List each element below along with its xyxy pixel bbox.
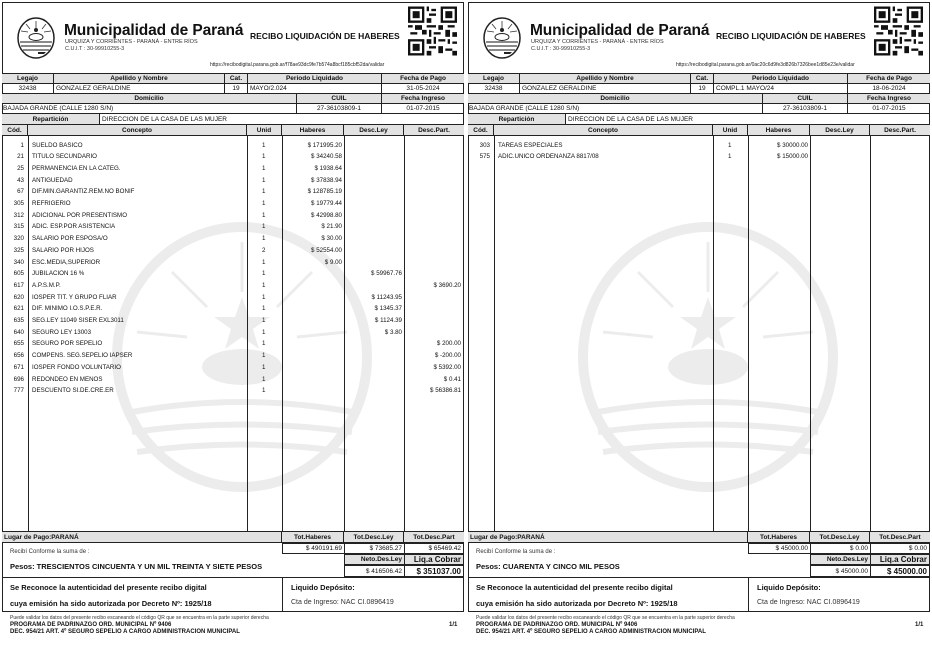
item-concepto: SEGURO LEY 13003 xyxy=(32,328,92,336)
legajo-label: Legajo xyxy=(468,74,520,83)
item-haberes: $ 42998.80 xyxy=(311,211,342,219)
item-concepto: JUBILACION 16 % xyxy=(32,270,85,278)
item-haberes: $ 37838.94 xyxy=(311,176,342,184)
neto-label: Neto.Des.Ley xyxy=(344,554,405,565)
item-unid: 1 xyxy=(262,293,266,301)
programa-text: PROGRAMA DE PADRINAZGO ORD. MUNICIPAL Nº 9406 xyxy=(476,622,638,628)
table-row xyxy=(2,221,464,233)
item-desc-part: $ 5392.00 xyxy=(433,363,461,371)
tot-haberes-label: Tot.Haberes xyxy=(282,532,344,542)
col-unid: Unid xyxy=(247,125,282,135)
item-unid: 1 xyxy=(262,387,266,395)
item-unid: 1 xyxy=(262,200,266,207)
qr-code-icon[interactable] xyxy=(408,5,457,57)
item-unid: 1 xyxy=(262,211,266,219)
fecha-pago-value: 31-05-2024 xyxy=(406,85,440,92)
item-cod: 575 xyxy=(479,153,490,161)
neto-value: $ 416506.42 xyxy=(344,565,405,577)
org-cuit: C.U.I.T : 30-99910255-3 xyxy=(65,46,125,52)
col-desc-ley: Desc.Ley xyxy=(344,125,404,135)
item-cod: 1 xyxy=(20,141,24,149)
table-row xyxy=(2,244,464,256)
item-unid: 1 xyxy=(262,281,266,289)
item-desc-part: $ 0.41 xyxy=(443,375,461,383)
item-unid: 2 xyxy=(262,246,266,254)
item-unid: 1 xyxy=(262,258,266,266)
reparticion-value: DIRECCION DE LA CASA DE LAS MUJER xyxy=(568,115,693,123)
auth-line-1: Se Reconoce la autenticidad del presente recibo digital xyxy=(476,583,673,592)
cuil-value: 27-36103809-1 xyxy=(297,104,382,113)
item-concepto: SEG.LEY 11049 SISER EXL3011 xyxy=(32,317,124,324)
nombre-value: GONZALEZ GERALDINE xyxy=(520,84,691,93)
table-row xyxy=(2,198,464,210)
fecha-ingreso-value: 01-07-2015 xyxy=(872,105,906,112)
item-cod: 617 xyxy=(13,281,24,289)
item-haberes: $ 128785.19 xyxy=(307,188,342,196)
item-cod: 320 xyxy=(13,235,24,243)
item-cod: 25 xyxy=(17,164,24,172)
item-desc-ley: $ 11243.95 xyxy=(371,293,402,301)
item-haberes: $ 1938.64 xyxy=(314,164,342,172)
auth-line-2: cuya emisión ha sido autorizada por Decreto Nº: 1925/18 xyxy=(10,599,212,608)
auth-line-1: Se Reconoce la autenticidad del presente recibo digital xyxy=(10,583,207,592)
item-cod: 43 xyxy=(17,176,24,184)
cat-label: Cat. xyxy=(691,74,714,83)
items-table xyxy=(2,136,464,532)
receipt-header xyxy=(2,2,464,74)
item-haberes: $ 15000.00 xyxy=(777,153,808,161)
neto-value: $ 45000.00 xyxy=(810,565,871,577)
address-value-row xyxy=(2,104,464,114)
fecha-pago-label: Fecha de Pago xyxy=(382,74,464,83)
table-row xyxy=(2,315,464,327)
periodo-label: Periodo Liquidado xyxy=(714,74,848,83)
org-name: Municipalidad de Paraná xyxy=(530,22,710,39)
totals-header-row xyxy=(2,532,464,543)
col-haberes: Haberes xyxy=(282,125,344,135)
table-row xyxy=(2,350,464,362)
periodo-value: MAYO/2.024 xyxy=(248,84,382,93)
col-desc-part: Desc.Part. xyxy=(870,125,930,135)
item-concepto: PERMANENCIA EN LA CATEG. xyxy=(32,164,121,172)
item-concepto: IOSPER TIT. Y GRUPO FLIAR xyxy=(32,293,117,301)
cuenta-value: Cta de Ingreso: NAC CI.0896419 xyxy=(291,599,394,606)
table-row xyxy=(2,162,464,174)
item-cod: 67 xyxy=(17,188,24,196)
validar-note: Puede validar los datos del presente recibo escaneando el código QR que se encuentra en la parte superior derecha xyxy=(476,615,735,621)
item-desc-ley: $ 3.80 xyxy=(384,328,402,336)
tot-desc-ley-value: $ 0.00 xyxy=(810,543,871,554)
legajo-value: 32438 xyxy=(468,84,520,93)
item-unid: 1 xyxy=(262,340,266,348)
item-unid: 1 xyxy=(262,375,266,383)
item-concepto: TITULO SECUNDARIO xyxy=(32,153,97,161)
nombre-value: GONZALEZ GERALDINE xyxy=(54,84,225,93)
items-column-headers xyxy=(2,125,464,136)
item-desc-ley: $ 1124.39 xyxy=(374,317,402,324)
table-row xyxy=(2,361,464,373)
tot-desc-ley-label: Tot.Desc.Ley xyxy=(344,532,404,542)
item-cod: 315 xyxy=(13,223,24,231)
item-cod: 620 xyxy=(13,293,24,301)
receipt-header xyxy=(468,2,930,74)
item-unid: 1 xyxy=(262,363,266,371)
domicilio-value: BAJADA GRANDE (CALLE 1280 S/N) xyxy=(468,104,763,113)
totals-header-row xyxy=(468,532,930,543)
recibi-text: Recibí Conforme la suma de : xyxy=(476,549,556,555)
nombre-label: Apellido y Nombre xyxy=(54,74,225,83)
item-concepto: ESC.MEDIA,SUPERIOR xyxy=(32,258,101,266)
item-cod: 605 xyxy=(13,270,24,278)
item-concepto: ADIC.UNICO ORDENANZA 8817/08 xyxy=(498,153,599,161)
item-haberes: $ 19779.44 xyxy=(311,200,342,207)
dec-text: DEC. 954/21 ART. 4º SEGURO SEPELIO A CARGO ADMINISTRACION MUNICIPAL xyxy=(10,629,240,635)
item-unid: 1 xyxy=(728,141,732,149)
item-unid: 1 xyxy=(262,328,266,336)
org-address: URQUIZA Y CORRIENTES - PARANÁ - ENTRE RÍOS xyxy=(531,39,664,45)
item-concepto: REDONDEO EN MENOS xyxy=(32,375,103,383)
item-cod: 656 xyxy=(13,352,24,360)
cuenta-value: Cta de Ingreso: NAC CI.0896419 xyxy=(757,599,860,606)
item-concepto: A.P.S.M.P. xyxy=(32,281,61,289)
table-row xyxy=(2,268,464,280)
reparticion-row xyxy=(2,114,464,125)
table-row xyxy=(468,139,930,151)
col-desc-ley: Desc.Ley xyxy=(810,125,870,135)
validar-note: Puede validar los datos del presente recibo escaneando el código QR que se encuentra en la parte superior derecha xyxy=(10,615,269,621)
item-concepto: SUELDO BASICO xyxy=(32,141,83,149)
table-row xyxy=(2,291,464,303)
deposito-label: Liquido Depósito: xyxy=(757,583,821,592)
item-concepto: COMPENS. SEG.SEPELIO IAPSER xyxy=(32,352,133,360)
liq-label: Liq.a Cobrar xyxy=(404,554,464,565)
item-concepto: IOSPER FONDO VOLUNTARIO xyxy=(32,363,121,371)
fecha-ingreso-value: 01-07-2015 xyxy=(406,105,440,112)
item-desc-part: $ 56386.81 xyxy=(430,387,461,395)
employee-value-row xyxy=(468,84,930,94)
cuil-label: CUIL xyxy=(297,94,382,103)
col-concepto: Concepto xyxy=(28,125,247,135)
tot-desc-part-value: $ 0.00 xyxy=(870,543,930,554)
receipt-compl-mayo xyxy=(468,2,930,645)
fecha-pago-label: Fecha de Pago xyxy=(848,74,930,83)
col-unid: Unid xyxy=(713,125,748,135)
item-unid: 1 xyxy=(262,352,266,360)
item-cod: 621 xyxy=(13,305,24,313)
item-concepto: SEGURO POR SEPELIO xyxy=(32,340,103,348)
cuil-label: CUIL xyxy=(763,94,848,103)
table-row xyxy=(2,256,464,268)
item-cod: 305 xyxy=(13,200,24,207)
item-concepto: DIF. MINIMO I.O.S.P.E.R. xyxy=(32,305,103,313)
item-haberes: $ 9.00 xyxy=(324,258,342,266)
domicilio-label: Domicilio xyxy=(2,94,297,103)
address-header-row xyxy=(468,94,930,104)
municipality-emblem-icon xyxy=(16,16,56,60)
tot-desc-part-label: Tot.Desc.Part xyxy=(870,532,930,542)
item-haberes: $ 52554.00 xyxy=(311,246,342,254)
tot-desc-part-value: $ 65469.42 xyxy=(404,543,464,554)
table-row xyxy=(468,151,930,163)
item-cod: 671 xyxy=(13,363,24,371)
item-concepto: DESCUENTO SI.DE.CRE.ER xyxy=(32,387,114,395)
item-haberes: $ 21.90 xyxy=(321,223,342,231)
tot-desc-ley-value: $ 73685.27 xyxy=(344,543,405,554)
item-cod: 325 xyxy=(13,246,24,254)
item-desc-part: $ 3690.20 xyxy=(433,281,461,289)
item-desc-part: $ 200.00 xyxy=(436,340,461,348)
liq-label: Liq.a Cobrar xyxy=(870,554,930,565)
periodo-value: COMPL.1 MAYO/24 xyxy=(714,84,848,93)
item-cod: 696 xyxy=(13,375,24,383)
col-haberes: Haberes xyxy=(748,125,810,135)
table-row xyxy=(2,373,464,385)
col-concepto: Concepto xyxy=(494,125,713,135)
domicilio-value: BAJADA GRANDE (CALLE 1280 S/N) xyxy=(2,104,297,113)
item-desc-ley: $ 1345.37 xyxy=(374,305,402,313)
item-unid: 1 xyxy=(262,223,266,231)
table-row xyxy=(2,233,464,245)
item-unid: 1 xyxy=(262,188,266,196)
pesos-text: Pesos: CUARENTA Y CINCO MIL PESOS xyxy=(476,562,620,571)
item-concepto: DIF.MIN.GARANTIZ.REM.NO BONIF xyxy=(32,188,135,196)
deposito-label: Liquido Depósito: xyxy=(291,583,355,592)
pesos-text: Pesos: TRESCIENTOS CINCUENTA Y UN MIL TREINTA Y SIETE PESOS xyxy=(10,562,263,571)
item-unid: 1 xyxy=(262,317,266,324)
reparticion-row xyxy=(468,114,930,125)
programa-text: PROGRAMA DE PADRINAZGO ORD. MUNICIPAL Nº 9406 xyxy=(10,622,172,628)
page-number: 1/1 xyxy=(915,622,924,628)
item-cod: 640 xyxy=(13,328,24,336)
domicilio-label: Domicilio xyxy=(468,94,763,103)
validation-url[interactable]: https://recibodigital.parana.gob.ar/0ac20c6d9fe3d826b7326bee1d85e23e/validar xyxy=(676,62,855,68)
liq-value: $ 351037.00 xyxy=(404,565,464,577)
item-cod: 21 xyxy=(17,153,24,161)
fecha-ingreso-label: Fecha Ingreso xyxy=(848,94,930,103)
dec-text: DEC. 954/21 ART. 4º SEGURO SEPELIO A CARGO ADMINISTRACION MUNICIPAL xyxy=(476,629,706,635)
item-unid: 1 xyxy=(262,153,266,161)
qr-code-icon[interactable] xyxy=(874,5,923,57)
item-cod: 312 xyxy=(13,211,24,219)
items-table xyxy=(468,136,930,532)
item-desc-ley: $ 59967.76 xyxy=(371,270,402,278)
item-concepto: TAREAS ESPECIALES xyxy=(498,141,563,149)
item-concepto: ADICIONAL POR PRESENTISMO xyxy=(32,211,128,219)
table-row xyxy=(2,209,464,221)
table-row xyxy=(2,139,464,151)
lugar-pago: Lugar de Pago:PARANÁ xyxy=(468,532,748,542)
legajo-value: 32438 xyxy=(2,84,54,93)
item-concepto: ADIC. ESP.POR ASISTENCIA xyxy=(32,223,116,231)
item-unid: 1 xyxy=(728,153,732,161)
cat-value: 19 xyxy=(691,84,714,93)
address-value-row xyxy=(468,104,930,114)
recibi-text: Recibí Conforme la suma de : xyxy=(10,549,90,555)
auth-section xyxy=(2,577,464,612)
item-unid: 1 xyxy=(262,164,266,172)
periodo-label: Periodo Liquidado xyxy=(248,74,382,83)
item-concepto: REFRIGERIO xyxy=(32,200,71,207)
tot-haberes-label: Tot.Haberes xyxy=(748,532,810,542)
item-concepto: SALARIO POR HIJOS xyxy=(32,246,94,254)
tot-haberes-value: $ 45000.00 xyxy=(748,543,811,554)
liq-value: $ 45000.00 xyxy=(870,565,930,577)
item-unid: 1 xyxy=(262,176,266,184)
item-haberes: $ 171995.20 xyxy=(307,141,342,149)
item-unid: 1 xyxy=(262,235,266,243)
table-row xyxy=(2,303,464,315)
reparticion-value: DIRECCION DE LA CASA DE LAS MUJER xyxy=(102,115,227,123)
item-desc-part: $ -200.00 xyxy=(434,352,461,360)
table-row xyxy=(2,385,464,397)
item-haberes: $ 30.00 xyxy=(321,235,342,243)
cuil-value: 27-36103809-1 xyxy=(763,104,848,113)
cat-label: Cat. xyxy=(225,74,248,83)
table-row xyxy=(2,174,464,186)
item-cod: 303 xyxy=(479,141,490,149)
org-name: Municipalidad de Paraná xyxy=(64,22,244,39)
col-cod: Cód. xyxy=(468,125,494,135)
cat-value: 19 xyxy=(225,84,248,93)
nombre-label: Apellido y Nombre xyxy=(520,74,691,83)
item-concepto: SALARIO POR ESPOSA/O xyxy=(32,235,108,243)
org-address: URQUIZA Y CORRIENTES - PARANÁ - ENTRE RÍOS xyxy=(65,39,198,45)
reparticion-label: Repartición xyxy=(468,114,566,124)
fecha-pago-value: 18-06-2024 xyxy=(872,85,906,92)
address-header-row xyxy=(2,94,464,104)
lugar-pago: Lugar de Pago:PARANÁ xyxy=(2,532,282,542)
item-unid: 1 xyxy=(262,305,266,313)
item-unid: 1 xyxy=(262,141,266,149)
tot-haberes-value: $ 490191.69 xyxy=(282,543,345,554)
table-row xyxy=(2,279,464,291)
page-number: 1/1 xyxy=(449,622,458,628)
item-cod: 340 xyxy=(13,258,24,266)
neto-label: Neto.Des.Ley xyxy=(810,554,871,565)
item-concepto: ANTIGUEDAD xyxy=(32,176,73,184)
item-cod: 655 xyxy=(13,340,24,348)
items-column-headers xyxy=(468,125,930,136)
col-cod: Cód. xyxy=(2,125,28,135)
fecha-ingreso-label: Fecha Ingreso xyxy=(382,94,464,103)
item-haberes: $ 34240.58 xyxy=(311,153,342,161)
item-cod: 635 xyxy=(13,317,24,324)
auth-section xyxy=(468,577,930,612)
legajo-label: Legajo xyxy=(2,74,54,83)
table-row xyxy=(2,326,464,338)
org-cuit: C.U.I.T : 30-99910255-3 xyxy=(531,46,591,52)
col-desc-part: Desc.Part. xyxy=(404,125,464,135)
tot-desc-part-label: Tot.Desc.Part xyxy=(404,532,464,542)
validation-url[interactable]: https://recibodigital.parana.gob.ar/f78ae93dc9fe7b574a8bcf185cbf52da/validar xyxy=(210,62,385,68)
table-row xyxy=(2,186,464,198)
table-row xyxy=(2,151,464,163)
item-haberes: $ 30000.00 xyxy=(777,141,808,149)
employee-header-row xyxy=(2,74,464,84)
receipt-title: RECIBO LIQUIDACIÓN DE HABERES xyxy=(716,31,866,41)
tot-desc-ley-label: Tot.Desc.Ley xyxy=(810,532,870,542)
receipt-mayo xyxy=(2,2,464,645)
item-unid: 1 xyxy=(262,270,266,278)
auth-line-2: cuya emisión ha sido autorizada por Decreto Nº: 1925/18 xyxy=(476,599,678,608)
item-cod: 777 xyxy=(13,387,24,395)
receipt-title: RECIBO LIQUIDACIÓN DE HABERES xyxy=(250,31,400,41)
employee-value-row xyxy=(2,84,464,94)
table-row xyxy=(2,338,464,350)
reparticion-label: Repartición xyxy=(2,114,100,124)
municipality-emblem-icon xyxy=(482,16,522,60)
employee-header-row xyxy=(468,74,930,84)
